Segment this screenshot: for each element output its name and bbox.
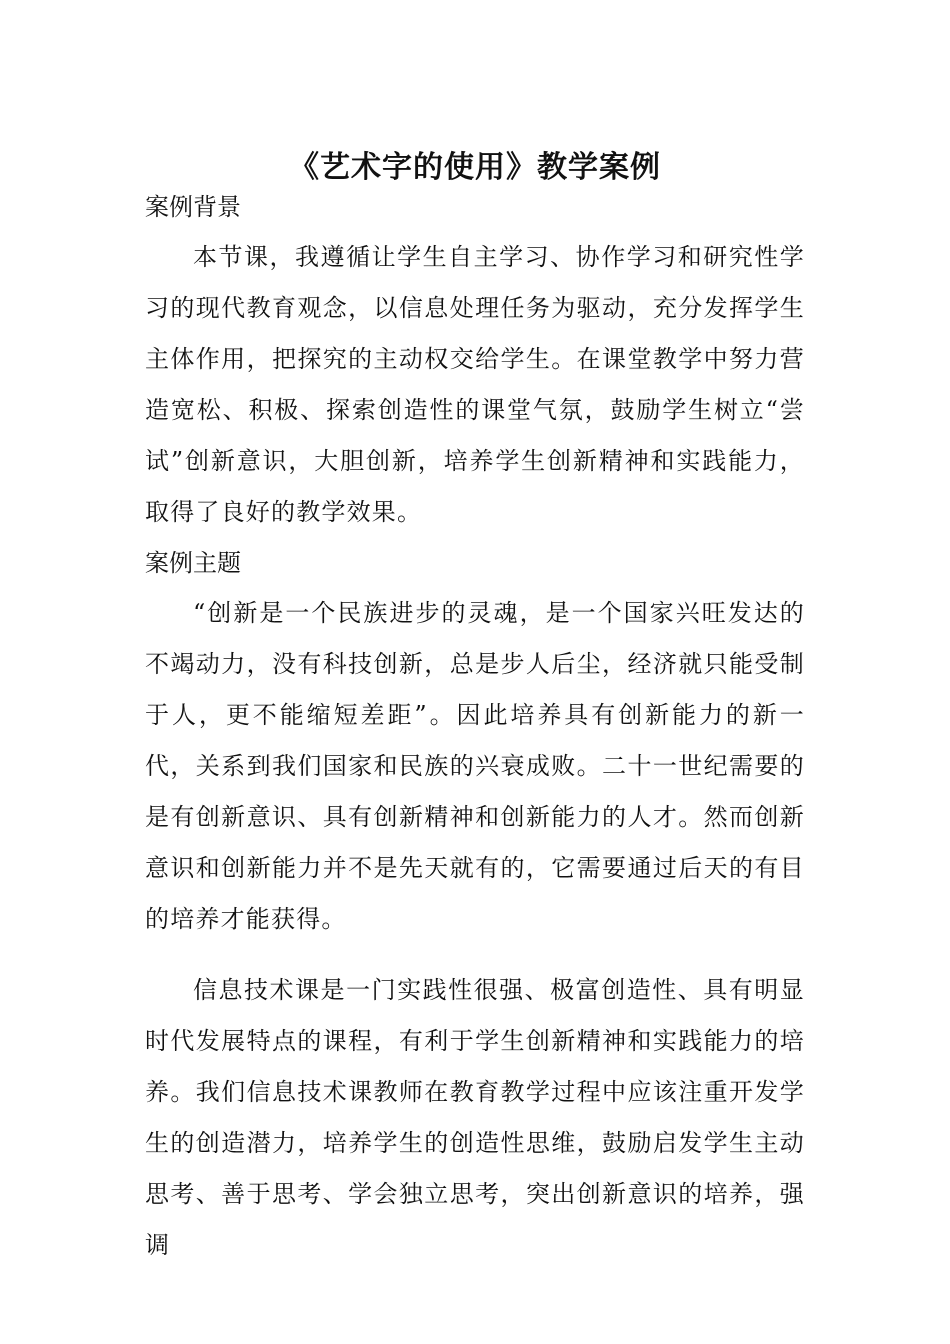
background-paragraph: 本节课，我遵循让学生自主学习、协作学习和研究性学习的现代教育观念，以信息处理任务为驱动，充分发挥学生主体作用，把探究的主动权交给学生。在课堂教学中努力营造宽松、积极、探索创造性的课堂气氛，鼓励学生树立“尝试”创新意识，大胆创新，培养学生创新精神和实践能力，取得了良好的教学效果。 xyxy=(145,243,805,526)
document-title: 《艺术字的使用》教学案例 xyxy=(289,150,661,186)
section-heading-background: 案例背景 xyxy=(145,193,241,221)
document-body xyxy=(145,182,805,1271)
section-heading-theme: 案例主题 xyxy=(145,549,241,577)
theme-paragraph-2: 信息技术课是一门实践性很强、极富创造性、具有明显时代发展特点的课程，有利于学生创新精神和实践能力的培养。我们信息技术课教师在教育教学过程中应该注重开发学生的创造潜力，培养学生的创造性思维，鼓励启发学生主动思考、善于思考、学会独立思考，突出创新意识的培养，强调 xyxy=(145,976,805,1259)
theme-paragraph-1: “创新是一个民族进步的灵魂，是一个国家兴旺发达的不竭动力，没有科技创新，总是步人后尘，经济就只能受制于人，更不能缩短差距”。因此培养具有创新能力的新一代，关系到我们国家和民族的兴衰成败。二十一世纪需要的是有创新意识、具有创新精神和创新能力的人才。然而创新意识和创新能力并不是先天就有的，它需要通过后天的有目的培养才能获得。 xyxy=(145,599,805,933)
